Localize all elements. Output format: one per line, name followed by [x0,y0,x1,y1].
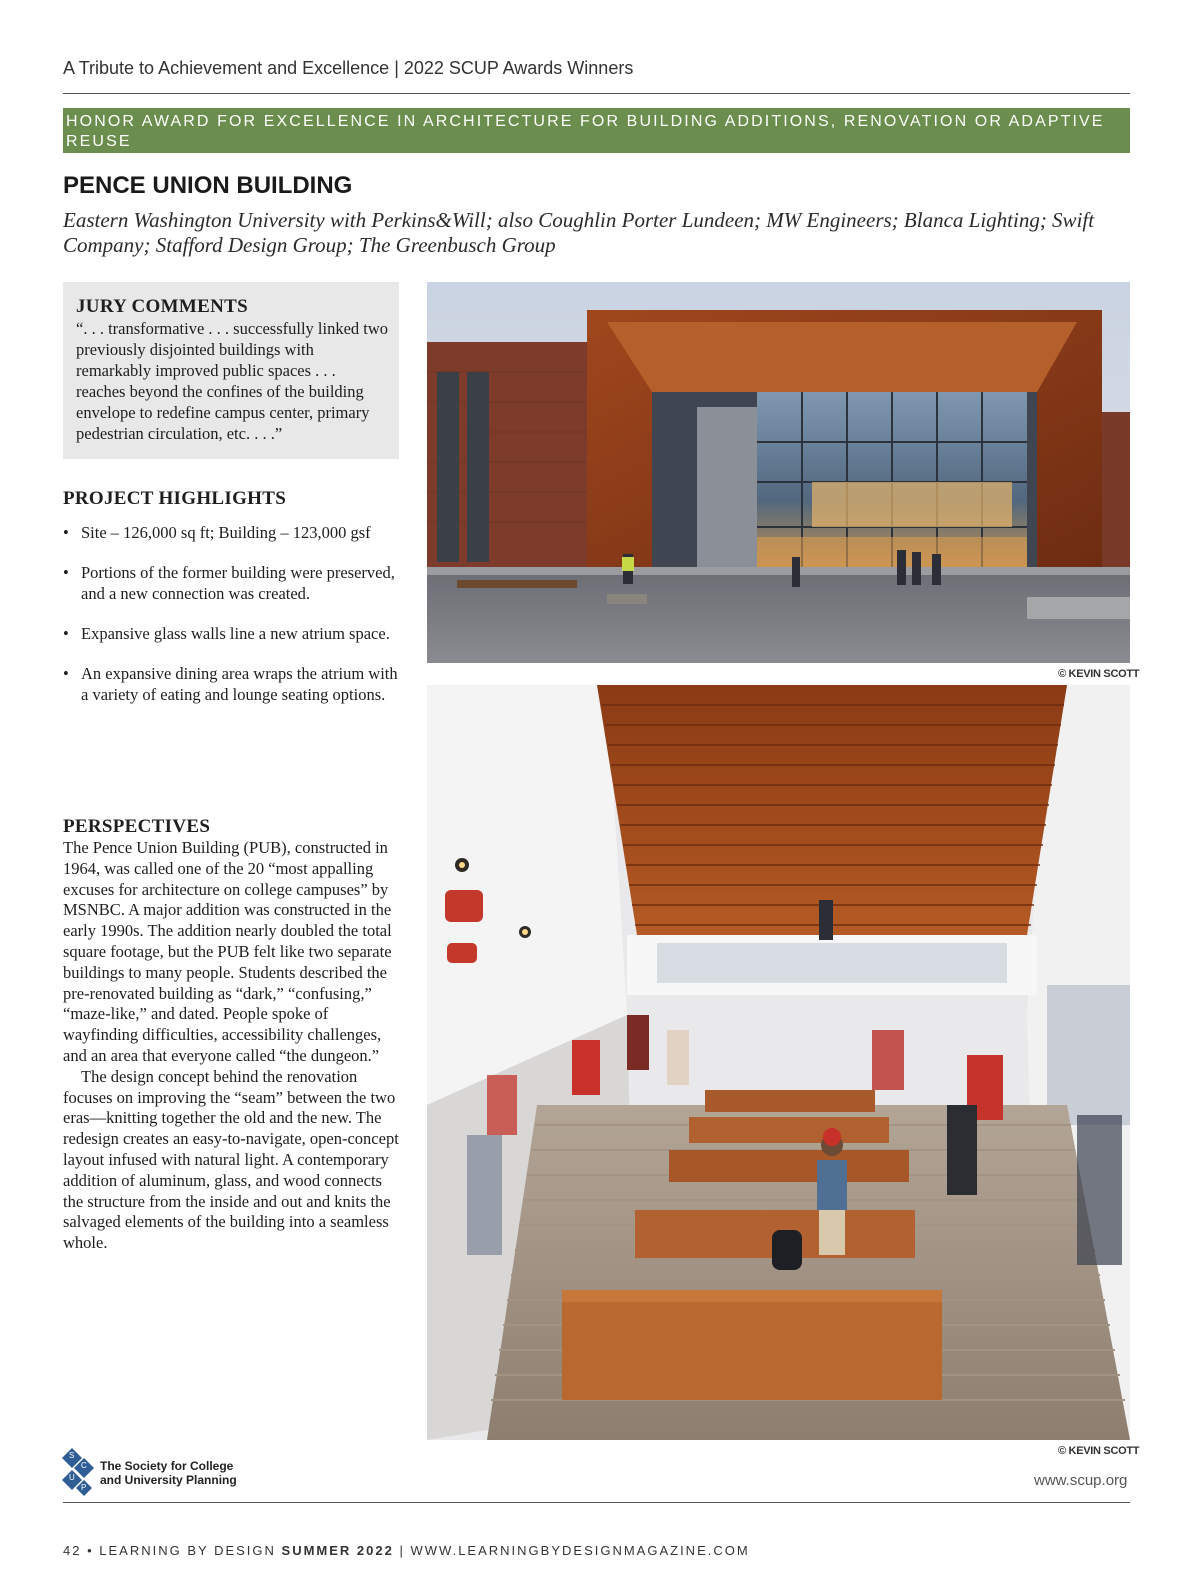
award-category-banner: HONOR AWARD FOR EXCELLENCE IN ARCHITECTURE FOR BUILDING ADDITIONS, RENOVATION OR ADAPTIVE REUSE [63,108,1130,153]
bullet-icon: • [63,523,69,542]
footer-rule [63,1502,1130,1503]
logo-letter: C [81,1461,87,1470]
list-item: • Expansive glass walls line a new atrium space. [63,624,390,643]
paragraph: The Pence Union Building (PUB), constructed in 1964, was called one of the 20 “most appalling excuses for architecture on college campuses” by MSNBC. A major addition was constructed in the early 1990s. The addition nearly doubled the total square footage, but the PUB felt like two separate buildings to many people. Students described the pre-renovated building as “dark,” “confusing,” “maze-like,” and dated. People spoke of wayfinding difficulties, accessibility challenges, and an area that everyone called “the dungeon.” [63,838,392,1065]
header-rule [63,93,1130,94]
logo-line-1: The Society for College [100,1459,234,1473]
interior-photo-credit: © KEVIN SCOTT [1058,1445,1140,1457]
bullet-icon: • [63,624,69,643]
logo-letter: U [69,1473,75,1482]
logo-letter: S [69,1451,75,1460]
list-item: • Site – 126,000 sq ft; Building – 123,000 gsf [63,523,371,542]
paragraph: The design concept behind the renovation focuses on improving the “seam” between the two eras—knitting together the old and the new. The redesign creates an easy-to-navigate, open-concept layout infused with natural light. A contemporary addition of aluminum, glass, and wood connects the structure from the inside and out and knits the salvaged elements of the building into a seamless whole. [63,1066,399,1253]
magazine-url[interactable]: WWW.LEARNINGBYDESIGNMAGAZINE.COM [410,1543,750,1558]
magazine-name: LEARNING BY DESIGN [99,1543,276,1558]
jury-comments-box [63,282,399,459]
highlights-heading: PROJECT HIGHLIGHTS [63,488,287,509]
footer-divider: | [399,1543,405,1558]
interior-photo [427,685,1130,1440]
interior-photo-illustration [427,685,1130,1440]
perspectives-body [63,838,401,1254]
bullet-icon: • [63,563,69,582]
jury-text: “. . . transformative . . . successfully linked two previously disjointed buildings with remarkably improved public spaces . . . reaches beyond the confines of the building envelope to redefine campus center, primary pedestrian circulation, etc. . . .” [76,319,389,443]
footer-separator: • [87,1543,94,1558]
list-item: • Portions of the former building were preserved, and a new connection was created. [63,563,395,603]
scup-website-link[interactable]: www.scup.org [1034,1472,1128,1489]
project-title: PENCE UNION BUILDING [63,172,353,199]
running-header: A Tribute to Achievement and Excellence | 2022 SCUP Awards Winners [63,58,634,78]
project-subtitle: Eastern Washington University with Perkins&Will; also Coughlin Porter Lundeen; MW Engineers; Blanca Lighting; Swift Company; Stafford Design Group; The Greenbusch Group [63,208,1095,257]
page-number: 42 [63,1543,82,1558]
exterior-photo-credit: © KEVIN SCOTT [1058,668,1140,680]
logo-line-2: and University Planning [100,1473,237,1487]
page-footer [63,1543,750,1558]
bullet-icon: • [63,664,69,683]
scup-logo-text [100,1459,237,1487]
perspectives-section [63,816,401,1254]
jury-heading: JURY COMMENTS [76,296,248,317]
issue-label: SUMMER 2022 [281,1543,394,1558]
highlights-list [63,522,403,705]
logo-letter: P [81,1483,87,1492]
exterior-photo-illustration [427,282,1130,663]
scup-logo-icon [60,1446,104,1496]
exterior-photo [427,282,1130,663]
list-item: • An expansive dining area wraps the atrium with a variety of eating and lounge seating options. [63,664,398,704]
perspectives-heading: PERSPECTIVES [63,816,211,837]
project-highlights [63,488,403,724]
